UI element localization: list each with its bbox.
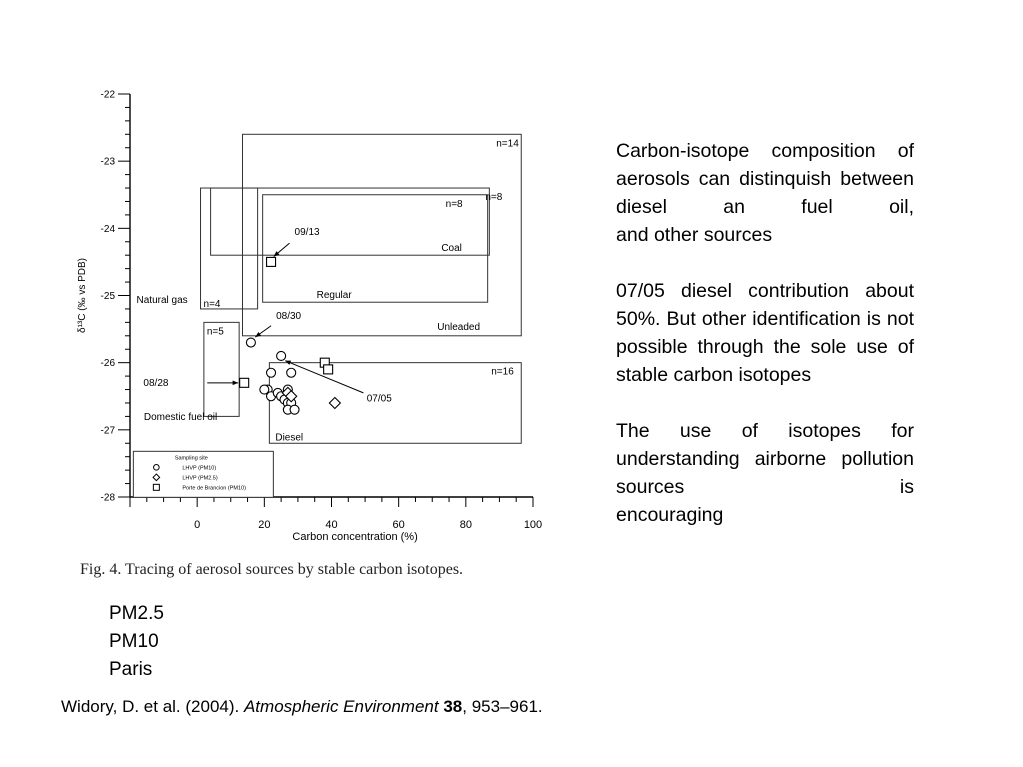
data-point-square	[240, 378, 249, 387]
description-paragraph-2: 07/05 diesel contribution about 50%. But other identification is not possible through the sole use of stable carbon isotopes	[616, 280, 914, 386]
y-axis-label: δ¹³C (‰ vs PDB)	[77, 257, 88, 334]
data-point-circle	[246, 338, 255, 347]
legend-entry-label: Porte de Brancion (PM10)	[182, 485, 246, 492]
annotation-label: 08/28	[143, 378, 169, 390]
box-count-label: n=8	[445, 198, 463, 210]
citation-pages: , 953–961.	[462, 697, 543, 716]
annotation-label: 07/05	[366, 393, 392, 405]
data-point-circle	[290, 405, 299, 414]
source-box	[269, 363, 521, 444]
citation-authors: Widory, D. et al. (2004).	[61, 697, 244, 716]
description-text	[616, 137, 914, 557]
box-name-label: Regular	[316, 290, 352, 302]
legend-icon-square	[153, 484, 159, 490]
box-count-label: n=8	[485, 192, 503, 204]
annotation-label: 08/30	[276, 311, 302, 323]
x-tick-label: 60	[392, 519, 405, 531]
description-paragraph-1: Carbon-isotope composition of aerosols can distinquish between diesel an fuel oil, and other sources	[616, 140, 914, 246]
box-name-label: Diesel	[275, 432, 304, 444]
citation-volume: 38	[443, 697, 463, 716]
y-tick-label: -26	[100, 358, 115, 370]
y-tick-label: -23	[100, 156, 115, 168]
label-paris: Paris	[109, 659, 153, 680]
x-tick-label: 40	[325, 519, 338, 531]
data-point-diamond	[329, 397, 340, 408]
figure-caption: Fig. 4. Tracing of aerosol sources by stable carbon isotopes.	[80, 561, 464, 578]
legend-entry-label: LHVP (PM10)	[182, 465, 217, 472]
y-tick-label: -25	[100, 291, 115, 302]
x-tick-label: 80	[459, 519, 472, 531]
data-point-square	[267, 257, 276, 266]
box-count-label: n=5	[206, 326, 224, 338]
legend-entry-label: LHVP (PM2.5)	[182, 475, 218, 482]
box-name-label: Coal	[441, 243, 462, 255]
box-name-label: Natural gas	[136, 294, 188, 306]
source-box	[201, 188, 258, 309]
y-tick-label: -22	[100, 89, 115, 101]
data-point-square	[324, 365, 333, 374]
description-paragraph-3: The use of isotopes for understanding airborne pollution sources is encouraging	[616, 420, 914, 526]
legend-icon-circle	[154, 465, 160, 471]
y-tick-label: -28	[100, 492, 115, 504]
box-count-label: n=16	[491, 366, 514, 378]
box-name-label: Unleaded	[437, 321, 481, 333]
x-axis-label: Carbon concentration (%)	[292, 531, 418, 543]
box-count-label: n=14	[496, 138, 519, 150]
annotation-label: 09/13	[294, 227, 320, 239]
legend-title: Sampling site	[174, 455, 208, 462]
label-pm25: PM2.5	[109, 603, 164, 624]
citation-journal: Atmospheric Environment	[243, 697, 439, 716]
isotope-chart	[0, 0, 560, 560]
sample-labels	[109, 600, 164, 684]
box-count-label: n=4	[203, 298, 221, 310]
data-point-circle	[287, 368, 296, 377]
data-point-circle	[267, 368, 276, 377]
x-tick-label: 20	[258, 519, 271, 531]
y-tick-label: -27	[100, 425, 115, 437]
data-point-circle	[277, 351, 286, 360]
annotation-arrowhead	[233, 380, 239, 385]
box-name-label: Domestic fuel oil	[143, 411, 218, 423]
x-tick-label: 100	[523, 519, 543, 531]
label-pm10: PM10	[109, 631, 159, 652]
x-tick-label: 0	[194, 519, 201, 531]
source-box	[243, 134, 522, 335]
y-tick-label: -24	[100, 223, 115, 235]
citation	[61, 697, 543, 717]
annotation-arrowhead	[255, 332, 261, 337]
